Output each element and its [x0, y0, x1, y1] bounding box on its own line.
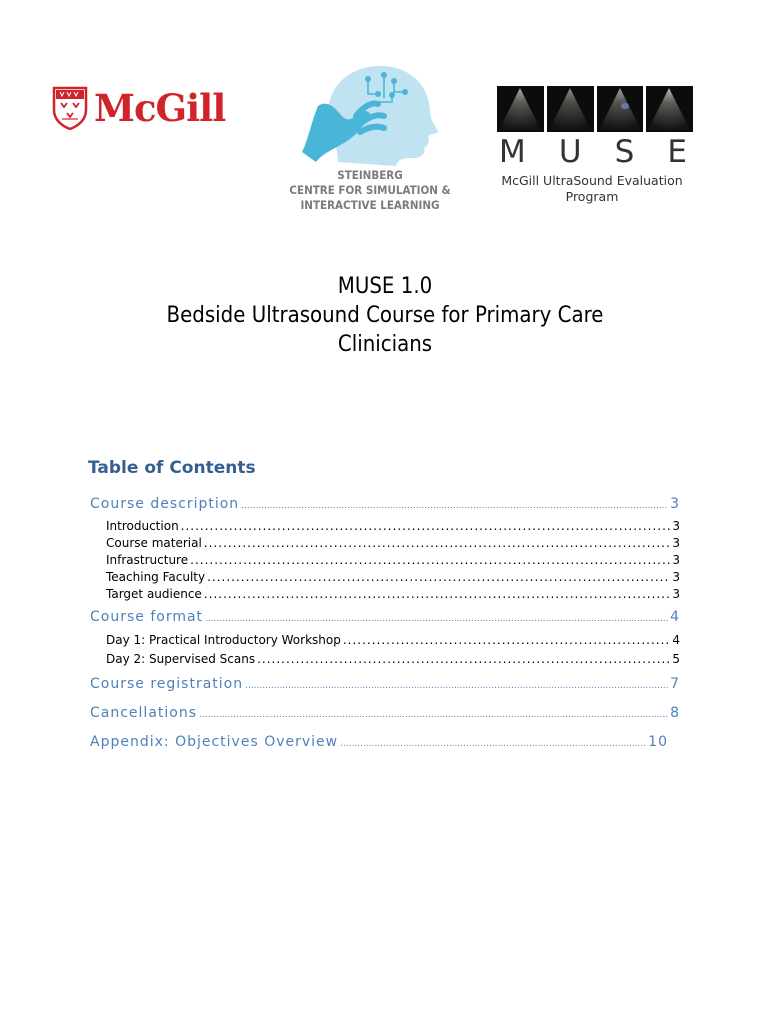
toc-entry-day-2[interactable]: [90, 651, 680, 668]
toc-entry-label: Course registration: [90, 676, 244, 692]
toc-leader: [245, 674, 668, 696]
toc-entry-introduction[interactable]: [90, 518, 680, 535]
toc-entry-appendix[interactable]: [90, 732, 668, 754]
toc-entry-page: 3: [672, 519, 680, 533]
toc-entry-page: 4: [670, 609, 680, 625]
toc-leader: [257, 651, 670, 668]
table-of-contents: [90, 494, 680, 754]
muse-logo: [497, 86, 693, 204]
toc-leader: [204, 535, 671, 552]
toc-entry-label: Day 2: Supervised Scans: [106, 652, 256, 666]
toc-entry-page: 3: [672, 587, 680, 601]
toc-entry-label: Course material: [106, 536, 202, 550]
toc-entry-page: 5: [672, 652, 680, 666]
toc-heading: Table of Contents: [88, 458, 256, 478]
toc-leader: [207, 569, 670, 586]
toc-leader: [340, 732, 646, 754]
toc-leader: [190, 552, 670, 569]
toc-entry-page: 3: [670, 496, 680, 512]
muse-letter-e: E: [667, 134, 687, 170]
steinberg-line-1: STEINBERG: [337, 168, 403, 182]
toc-entry-target-audience[interactable]: [90, 586, 680, 603]
title-line-2: Bedside Ultrasound Course for Primary Care: [166, 303, 604, 328]
toc-entry-page: 10: [648, 734, 668, 750]
steinberg-line-2: CENTRE FOR SIMULATION &: [289, 183, 451, 197]
muse-subtitle: [497, 173, 687, 205]
toc-leader: [241, 494, 668, 516]
toc-entry-page: 3: [672, 536, 680, 550]
toc-entry-page: 4: [672, 633, 680, 647]
toc-entry-label: Infrastructure: [106, 553, 189, 567]
mcgill-wordmark: McGill: [94, 86, 226, 130]
toc-entry-cancellations[interactable]: [90, 703, 680, 725]
ultrasound-scans-image: [497, 86, 693, 132]
document-title: [0, 272, 770, 359]
muse-letter-m: M: [499, 134, 526, 170]
toc-entry-label: Cancellations: [90, 705, 198, 721]
toc-entry-label: Day 1: Practical Introductory Workshop: [106, 633, 341, 647]
toc-entry-page: 3: [672, 553, 680, 567]
muse-subtitle-line-1: McGill UltraSound Evaluation: [501, 173, 683, 188]
muse-letter-s: S: [614, 134, 635, 170]
toc-entry-label: Course format: [90, 609, 204, 625]
toc-leader: [204, 586, 671, 603]
muse-letters: [499, 134, 687, 170]
toc-entry-course-format[interactable]: [90, 607, 680, 629]
toc-entry-course-description[interactable]: [90, 494, 680, 516]
toc-entry-infrastructure[interactable]: [90, 552, 680, 569]
toc-leader: [181, 518, 671, 535]
toc-leader: [205, 607, 668, 629]
toc-leader: [343, 632, 671, 649]
steinberg-line-3: INTERACTIVE LEARNING: [300, 198, 440, 212]
toc-entry-teaching-faculty[interactable]: [90, 569, 680, 586]
toc-entry-label: Appendix: Objectives Overview: [90, 734, 339, 750]
mcgill-logo: [52, 86, 234, 132]
toc-entry-label: Target audience: [106, 587, 202, 601]
toc-entry-page: 3: [672, 570, 680, 584]
toc-entry-page: 7: [670, 676, 680, 692]
toc-entry-label: Teaching Faculty: [106, 570, 206, 584]
head-hand-icon: [298, 62, 442, 166]
toc-entry-course-registration[interactable]: [90, 674, 680, 696]
toc-entry-label: Introduction: [106, 519, 179, 533]
toc-entry-day-1[interactable]: [90, 632, 680, 649]
steinberg-text: [288, 168, 452, 213]
steinberg-logo: [288, 62, 452, 224]
muse-subtitle-line-2: Program: [565, 189, 619, 204]
toc-entry-page: 8: [670, 705, 680, 721]
title-line-3: Clinicians: [337, 332, 433, 357]
mcgill-shield-icon: [52, 86, 88, 130]
toc-entry-course-material[interactable]: [90, 535, 680, 552]
toc-entry-label: Course description: [90, 496, 240, 512]
toc-leader: [199, 703, 668, 725]
title-line-1: MUSE 1.0: [337, 274, 433, 299]
muse-letter-u: U: [558, 134, 582, 170]
